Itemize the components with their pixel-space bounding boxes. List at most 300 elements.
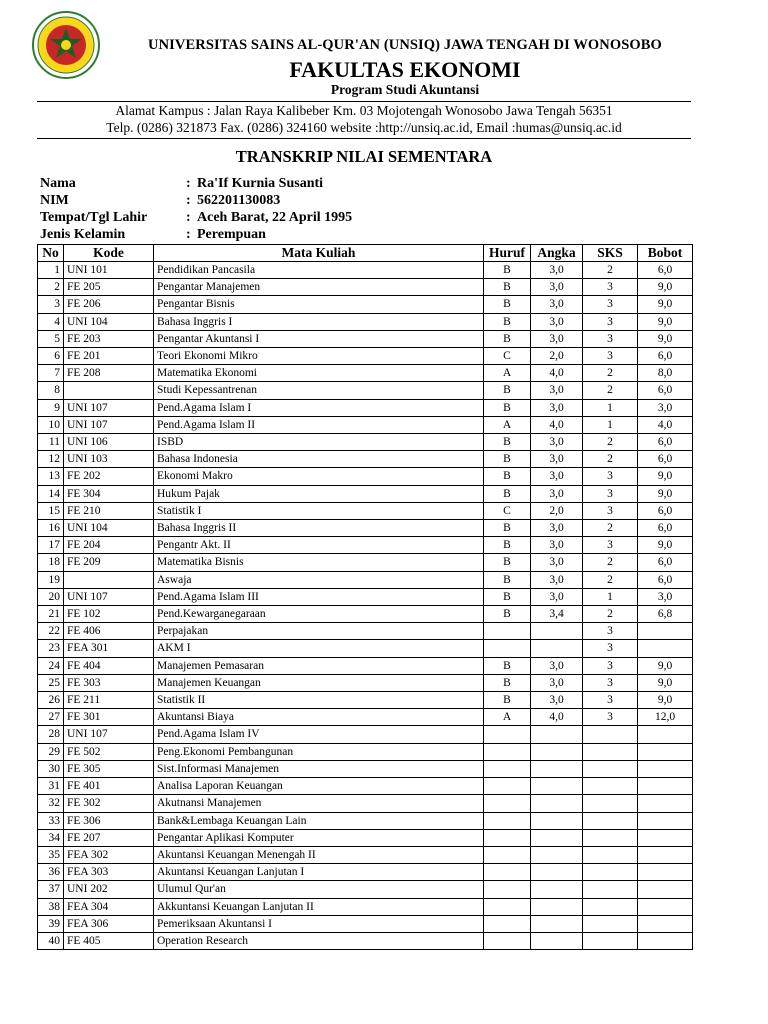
- table-row: [38, 571, 693, 588]
- cell-huruf: B: [484, 537, 531, 554]
- table-row: [38, 434, 693, 451]
- cell-sks: 3: [583, 709, 638, 726]
- cell-mata-kuliah: Perpajakan: [154, 623, 484, 640]
- cell-no: 24: [38, 657, 64, 674]
- cell-huruf: [484, 881, 531, 898]
- cell-mata-kuliah: Analisa Laporan Keuangan: [154, 778, 484, 795]
- cell-mata-kuliah: AKM I: [154, 640, 484, 657]
- cell-huruf: B: [484, 434, 531, 451]
- cell-huruf: C: [484, 348, 531, 365]
- cell-mata-kuliah: Manajemen Keuangan: [154, 674, 484, 691]
- cell-bobot: [638, 778, 693, 795]
- cell-kode: [64, 571, 154, 588]
- table-row: [38, 330, 693, 347]
- cell-kode: FE 304: [64, 485, 154, 502]
- cell-angka: 3,0: [531, 296, 583, 313]
- cell-no: 26: [38, 692, 64, 709]
- cell-mata-kuliah: Peng.Ekonomi Pembangunan: [154, 743, 484, 760]
- cell-huruf: B: [484, 554, 531, 571]
- table-row: [38, 382, 693, 399]
- cell-angka: [531, 623, 583, 640]
- table-row: [38, 778, 693, 795]
- cell-huruf: B: [484, 262, 531, 279]
- cell-no: 15: [38, 502, 64, 519]
- cell-sks: 3: [583, 313, 638, 330]
- cell-kode: FE 301: [64, 709, 154, 726]
- cell-sks: [583, 915, 638, 932]
- cell-sks: [583, 898, 638, 915]
- cell-bobot: 9,0: [638, 674, 693, 691]
- table-row: [38, 795, 693, 812]
- cell-mata-kuliah: Akuntansi Keuangan Menengah II: [154, 846, 484, 863]
- cell-angka: [531, 795, 583, 812]
- cell-bobot: 6,0: [638, 348, 693, 365]
- cell-sks: 3: [583, 692, 638, 709]
- cell-huruf: [484, 846, 531, 863]
- cell-huruf: [484, 915, 531, 932]
- table-row: [38, 709, 693, 726]
- faculty-name: FAKULTAS EKONOMI: [289, 57, 521, 82]
- cell-kode: UNI 107: [64, 726, 154, 743]
- table-row: [38, 399, 693, 416]
- document-title: TRANSKRIP NILAI SEMENTARA: [235, 147, 493, 166]
- student-info-value: Ra'If Kurnia Susanti: [197, 176, 324, 191]
- cell-kode: UNI 107: [64, 588, 154, 605]
- cell-mata-kuliah: Pend.Kewarganegaraan: [154, 606, 484, 623]
- student-info-separator: :: [186, 227, 191, 242]
- table-row: [38, 898, 693, 915]
- cell-angka: [531, 881, 583, 898]
- cell-bobot: 9,0: [638, 313, 693, 330]
- cell-sks: 2: [583, 365, 638, 382]
- cell-no: 28: [38, 726, 64, 743]
- cell-kode: FE 211: [64, 692, 154, 709]
- table-row: [38, 932, 693, 949]
- header-no: No: [38, 245, 64, 262]
- header-bobot: Bobot: [638, 245, 693, 262]
- cell-mata-kuliah: Akuntansi Biaya: [154, 709, 484, 726]
- table-row: [38, 829, 693, 846]
- cell-huruf: A: [484, 416, 531, 433]
- cell-sks: [583, 881, 638, 898]
- cell-huruf: [484, 898, 531, 915]
- cell-no: 27: [38, 709, 64, 726]
- cell-bobot: 12,0: [638, 709, 693, 726]
- cell-bobot: 6,0: [638, 554, 693, 571]
- cell-sks: [583, 846, 638, 863]
- cell-angka: 3,0: [531, 434, 583, 451]
- cell-no: 25: [38, 674, 64, 691]
- cell-no: 32: [38, 795, 64, 812]
- cell-kode: FE 205: [64, 279, 154, 296]
- cell-angka: 3,0: [531, 554, 583, 571]
- cell-bobot: [638, 812, 693, 829]
- cell-no: 7: [38, 365, 64, 382]
- cell-kode: UNI 107: [64, 416, 154, 433]
- cell-huruf: [484, 795, 531, 812]
- cell-no: 30: [38, 760, 64, 777]
- cell-mata-kuliah: Matematika Ekonomi: [154, 365, 484, 382]
- cell-angka: 3,0: [531, 485, 583, 502]
- cell-angka: 3,0: [531, 692, 583, 709]
- cell-mata-kuliah: Pendidikan Pancasila: [154, 262, 484, 279]
- cell-no: 13: [38, 468, 64, 485]
- cell-angka: 3,4: [531, 606, 583, 623]
- cell-angka: 2,0: [531, 502, 583, 519]
- cell-sks: 3: [583, 468, 638, 485]
- cell-bobot: [638, 760, 693, 777]
- cell-huruf: C: [484, 502, 531, 519]
- cell-mata-kuliah: Bahasa Indonesia: [154, 451, 484, 468]
- cell-angka: 4,0: [531, 365, 583, 382]
- cell-mata-kuliah: Teori Ekonomi Mikro: [154, 348, 484, 365]
- cell-huruf: [484, 743, 531, 760]
- cell-sks: 1: [583, 399, 638, 416]
- cell-sks: 3: [583, 674, 638, 691]
- cell-bobot: 6,0: [638, 262, 693, 279]
- cell-sks: 3: [583, 348, 638, 365]
- table-row: [38, 262, 693, 279]
- cell-angka: 3,0: [531, 382, 583, 399]
- cell-kode: FEA 303: [64, 864, 154, 881]
- cell-no: 33: [38, 812, 64, 829]
- cell-no: 35: [38, 846, 64, 863]
- cell-mata-kuliah: Akuntansi Keuangan Lanjutan I: [154, 864, 484, 881]
- cell-huruf: [484, 623, 531, 640]
- student-info-label: NIM: [40, 193, 69, 208]
- cell-kode: FE 206: [64, 296, 154, 313]
- cell-kode: FE 210: [64, 502, 154, 519]
- cell-no: 19: [38, 571, 64, 588]
- table-row: [38, 588, 693, 605]
- cell-sks: [583, 726, 638, 743]
- cell-huruf: B: [484, 382, 531, 399]
- cell-no: 18: [38, 554, 64, 571]
- cell-angka: 3,0: [531, 657, 583, 674]
- cell-huruf: [484, 864, 531, 881]
- cell-bobot: 9,0: [638, 485, 693, 502]
- cell-huruf: B: [484, 657, 531, 674]
- cell-huruf: [484, 932, 531, 949]
- table-row: [38, 640, 693, 657]
- cell-mata-kuliah: ISBD: [154, 434, 484, 451]
- table-row: [38, 915, 693, 932]
- cell-mata-kuliah: Pend.Agama Islam III: [154, 588, 484, 605]
- cell-no: 39: [38, 915, 64, 932]
- table-row: [38, 485, 693, 502]
- cell-angka: 3,0: [531, 262, 583, 279]
- cell-bobot: [638, 915, 693, 932]
- table-row: [38, 623, 693, 640]
- cell-bobot: 6,0: [638, 382, 693, 399]
- table-row: [38, 502, 693, 519]
- cell-bobot: [638, 795, 693, 812]
- table-header-row: [38, 245, 693, 262]
- header-angka: Angka: [531, 245, 583, 262]
- table-row: [38, 726, 693, 743]
- cell-mata-kuliah: Ekonomi Makro: [154, 468, 484, 485]
- table-row: [38, 279, 693, 296]
- cell-sks: 3: [583, 537, 638, 554]
- cell-mata-kuliah: Statistik I: [154, 502, 484, 519]
- cell-angka: 3,0: [531, 674, 583, 691]
- cell-kode: FE 204: [64, 537, 154, 554]
- cell-huruf: B: [484, 606, 531, 623]
- cell-sks: 2: [583, 451, 638, 468]
- cell-bobot: 9,0: [638, 279, 693, 296]
- cell-bobot: 8,0: [638, 365, 693, 382]
- grades-table: [37, 244, 693, 950]
- cell-sks: [583, 795, 638, 812]
- header-divider-top: [37, 101, 691, 102]
- cell-angka: 2,0: [531, 348, 583, 365]
- cell-sks: [583, 812, 638, 829]
- cell-bobot: 9,0: [638, 657, 693, 674]
- table-row: [38, 520, 693, 537]
- table-row: [38, 296, 693, 313]
- cell-sks: 2: [583, 571, 638, 588]
- cell-bobot: 9,0: [638, 692, 693, 709]
- cell-kode: FE 203: [64, 330, 154, 347]
- cell-huruf: B: [484, 520, 531, 537]
- cell-sks: [583, 743, 638, 760]
- cell-huruf: [484, 640, 531, 657]
- cell-bobot: 6,0: [638, 451, 693, 468]
- student-info-value: Aceh Barat, 22 April 1995: [197, 210, 353, 225]
- cell-bobot: [638, 726, 693, 743]
- cell-angka: 3,0: [531, 451, 583, 468]
- cell-no: 12: [38, 451, 64, 468]
- cell-no: 36: [38, 864, 64, 881]
- cell-mata-kuliah: Operation Research: [154, 932, 484, 949]
- student-info-value: Perempuan: [197, 227, 266, 242]
- cell-sks: 3: [583, 502, 638, 519]
- header-sks: SKS: [583, 245, 638, 262]
- cell-bobot: 9,0: [638, 330, 693, 347]
- table-row: [38, 657, 693, 674]
- cell-mata-kuliah: Pend.Agama Islam I: [154, 399, 484, 416]
- cell-huruf: [484, 812, 531, 829]
- cell-mata-kuliah: Aswaja: [154, 571, 484, 588]
- cell-huruf: B: [484, 330, 531, 347]
- cell-sks: [583, 760, 638, 777]
- student-info-value: 562201130083: [197, 193, 281, 208]
- student-info-separator: :: [186, 193, 191, 208]
- cell-huruf: [484, 760, 531, 777]
- cell-sks: 2: [583, 520, 638, 537]
- cell-sks: 3: [583, 296, 638, 313]
- cell-no: 4: [38, 313, 64, 330]
- table-row: [38, 416, 693, 433]
- cell-mata-kuliah: Matematika Bisnis: [154, 554, 484, 571]
- cell-no: 10: [38, 416, 64, 433]
- cell-huruf: [484, 726, 531, 743]
- cell-no: 8: [38, 382, 64, 399]
- cell-mata-kuliah: Akutnansi Manajemen: [154, 795, 484, 812]
- cell-bobot: [638, 623, 693, 640]
- cell-no: 5: [38, 330, 64, 347]
- student-info-separator: :: [186, 176, 191, 191]
- cell-huruf: [484, 778, 531, 795]
- cell-huruf: B: [484, 674, 531, 691]
- cell-no: 2: [38, 279, 64, 296]
- cell-sks: 2: [583, 434, 638, 451]
- cell-no: 20: [38, 588, 64, 605]
- cell-bobot: [638, 846, 693, 863]
- cell-huruf: B: [484, 468, 531, 485]
- table-row: [38, 365, 693, 382]
- cell-huruf: B: [484, 313, 531, 330]
- cell-mata-kuliah: Sist.Informasi Manajemen: [154, 760, 484, 777]
- cell-angka: [531, 864, 583, 881]
- cell-mata-kuliah: Hukum Pajak: [154, 485, 484, 502]
- cell-kode: FE 305: [64, 760, 154, 777]
- cell-sks: 2: [583, 606, 638, 623]
- cell-sks: [583, 829, 638, 846]
- header-huruf: Huruf: [484, 245, 531, 262]
- campus-contact: Telp. (0286) 321873 Fax. (0286) 324160 website :http://unsiq.ac.id, Email :humas@unsiq.ac.id: [106, 120, 622, 135]
- cell-angka: [531, 778, 583, 795]
- student-info-separator: :: [186, 210, 191, 225]
- cell-bobot: [638, 898, 693, 915]
- cell-kode: FE 208: [64, 365, 154, 382]
- cell-no: 37: [38, 881, 64, 898]
- student-info-label: Tempat/Tgl Lahir: [40, 210, 148, 225]
- cell-bobot: 9,0: [638, 468, 693, 485]
- cell-sks: 2: [583, 382, 638, 399]
- table-row: [38, 451, 693, 468]
- cell-angka: 3,0: [531, 537, 583, 554]
- cell-no: 11: [38, 434, 64, 451]
- cell-angka: [531, 915, 583, 932]
- cell-angka: 3,0: [531, 468, 583, 485]
- campus-address: Alamat Kampus : Jalan Raya Kalibeber Km. 03 Mojotengah Wonosobo Jawa Tengah 56351: [115, 103, 613, 118]
- cell-mata-kuliah: Pengantar Akuntansi I: [154, 330, 484, 347]
- cell-bobot: [638, 829, 693, 846]
- cell-kode: FE 306: [64, 812, 154, 829]
- cell-kode: UNI 104: [64, 520, 154, 537]
- table-row: [38, 348, 693, 365]
- cell-sks: 3: [583, 657, 638, 674]
- cell-huruf: B: [484, 279, 531, 296]
- cell-huruf: B: [484, 588, 531, 605]
- cell-bobot: 9,0: [638, 296, 693, 313]
- cell-sks: 3: [583, 330, 638, 347]
- cell-mata-kuliah: Pend.Agama Islam II: [154, 416, 484, 433]
- cell-bobot: 6,0: [638, 502, 693, 519]
- cell-bobot: 6,0: [638, 434, 693, 451]
- cell-angka: 3,0: [531, 520, 583, 537]
- cell-sks: 3: [583, 485, 638, 502]
- cell-mata-kuliah: Bahasa Inggris II: [154, 520, 484, 537]
- cell-kode: FE 406: [64, 623, 154, 640]
- cell-angka: [531, 898, 583, 915]
- cell-kode: UNI 106: [64, 434, 154, 451]
- program-name: Program Studi Akuntansi: [330, 82, 480, 97]
- cell-sks: 1: [583, 416, 638, 433]
- cell-mata-kuliah: Pemeriksaan Akuntansi I: [154, 915, 484, 932]
- cell-mata-kuliah: Pengantr Akt. II: [154, 537, 484, 554]
- cell-huruf: B: [484, 399, 531, 416]
- header-kode: Kode: [64, 245, 154, 262]
- cell-kode: UNI 107: [64, 399, 154, 416]
- cell-no: 40: [38, 932, 64, 949]
- cell-mata-kuliah: Pengantar Manajemen: [154, 279, 484, 296]
- cell-kode: FEA 304: [64, 898, 154, 915]
- cell-huruf: B: [484, 692, 531, 709]
- cell-kode: FE 202: [64, 468, 154, 485]
- cell-bobot: 3,0: [638, 588, 693, 605]
- cell-no: 6: [38, 348, 64, 365]
- cell-mata-kuliah: Pengantar Bisnis: [154, 296, 484, 313]
- cell-mata-kuliah: Statistik II: [154, 692, 484, 709]
- cell-huruf: B: [484, 296, 531, 313]
- cell-bobot: 9,0: [638, 537, 693, 554]
- cell-bobot: 6,0: [638, 571, 693, 588]
- table-row: [38, 554, 693, 571]
- cell-kode: FEA 306: [64, 915, 154, 932]
- table-row: [38, 606, 693, 623]
- cell-angka: [531, 760, 583, 777]
- header-mata-kuliah: Mata Kuliah: [154, 245, 484, 262]
- cell-angka: 4,0: [531, 416, 583, 433]
- cell-angka: 3,0: [531, 399, 583, 416]
- cell-mata-kuliah: Pengantar Aplikasi Komputer: [154, 829, 484, 846]
- table-row: [38, 743, 693, 760]
- cell-sks: [583, 864, 638, 881]
- cell-huruf: B: [484, 485, 531, 502]
- table-row: [38, 692, 693, 709]
- cell-no: 29: [38, 743, 64, 760]
- cell-kode: FE 207: [64, 829, 154, 846]
- cell-no: 1: [38, 262, 64, 279]
- cell-huruf: B: [484, 451, 531, 468]
- cell-angka: [531, 743, 583, 760]
- cell-angka: 3,0: [531, 588, 583, 605]
- cell-no: 16: [38, 520, 64, 537]
- cell-mata-kuliah: Bahasa Inggris I: [154, 313, 484, 330]
- table-row: [38, 468, 693, 485]
- cell-kode: FE 404: [64, 657, 154, 674]
- cell-sks: [583, 778, 638, 795]
- cell-no: 38: [38, 898, 64, 915]
- cell-no: 21: [38, 606, 64, 623]
- cell-kode: FE 502: [64, 743, 154, 760]
- cell-sks: 2: [583, 554, 638, 571]
- table-row: [38, 760, 693, 777]
- university-name: UNIVERSITAS SAINS AL-QUR'AN (UNSIQ) JAWA TENGAH DI WONOSOBO: [148, 37, 662, 53]
- cell-bobot: [638, 864, 693, 881]
- cell-kode: FE 405: [64, 932, 154, 949]
- cell-bobot: 3,0: [638, 399, 693, 416]
- cell-mata-kuliah: Studi Kepessantrenan: [154, 382, 484, 399]
- cell-sks: [583, 932, 638, 949]
- cell-kode: FE 102: [64, 606, 154, 623]
- cell-kode: [64, 382, 154, 399]
- cell-angka: [531, 846, 583, 863]
- university-logo: [32, 10, 100, 80]
- table-row: [38, 313, 693, 330]
- cell-sks: 3: [583, 623, 638, 640]
- cell-bobot: 6,8: [638, 606, 693, 623]
- cell-kode: UNI 202: [64, 881, 154, 898]
- cell-kode: UNI 101: [64, 262, 154, 279]
- cell-no: 3: [38, 296, 64, 313]
- table-row: [38, 674, 693, 691]
- cell-huruf: A: [484, 365, 531, 382]
- cell-bobot: [638, 932, 693, 949]
- cell-kode: UNI 103: [64, 451, 154, 468]
